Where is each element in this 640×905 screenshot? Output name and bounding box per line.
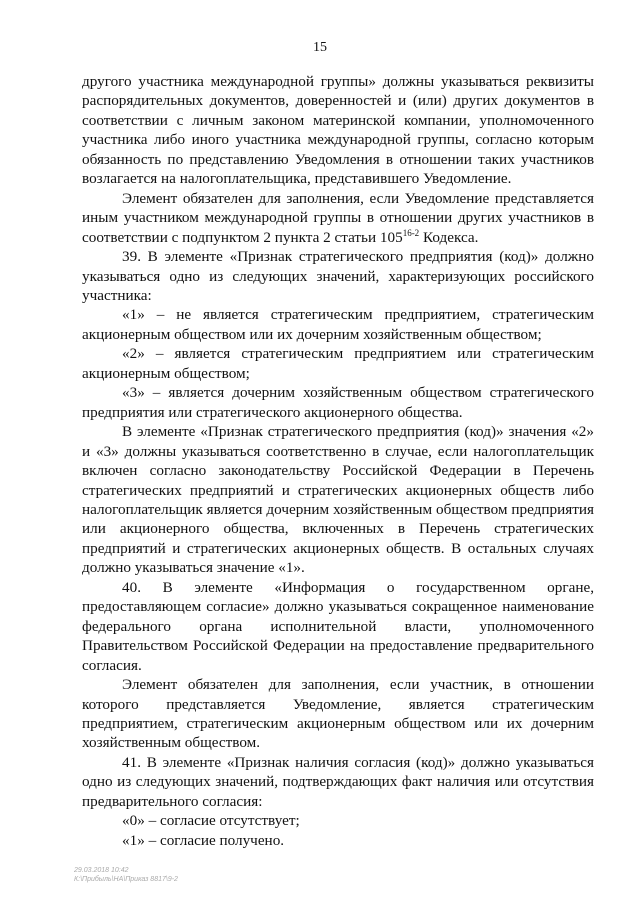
paragraph-item-39: 39. В элементе «Признак стратегического предприятия (код)» должно указываться одно из следующих значений, характеризующих российского участника: — [82, 248, 594, 304]
paragraph-element-required-other — [82, 189, 594, 247]
page-number: 15 — [313, 40, 327, 55]
document-body — [82, 72, 594, 850]
paragraph-code-3: «3» – является дочерним хозяйственным обществом стратегического предприятия или стратегического акционерного общества. — [82, 384, 594, 421]
paragraph-code-1: «1» – не является стратегическим предприятием, стратегическим акционерным обществом или их дочерним хозяйственным обществом; — [82, 306, 594, 343]
paragraph-item-41: 41. В элементе «Признак наличия согласия (код)» должно указываться одно из следующих значений, подтверждающих факт наличия или отсутствия предварительного согласия: — [82, 753, 594, 810]
paragraph-item-40: 40. В элементе «Информация о государственном органе, предоставляющем согласие» должно указываться сокращенное наименование федерального органа исполнительной власти, уполномоченного Правительством Российской Федерации на предоставление предварительного согласия. — [82, 578, 594, 674]
footer-timestamp: 29.03.2018 10:42 — [74, 867, 129, 874]
document-footer-stamp — [74, 866, 178, 884]
paragraph-element-required-strategic: Элемент обязателен для заполнения, если участник, в отношении которого представляется Уведомление, является стратегическим предприятием, стратегическим акционерным обществом или их дочерним хозяйственным обществом. — [82, 676, 594, 752]
footer-file-path: К:\Прибыль\НА\Приказ 8817\9-2 — [74, 876, 178, 883]
paragraph-text: Кодекса. — [419, 228, 479, 246]
paragraph-code-2: «2» – является стратегическим предприятием или стратегическим акционерным обществом; — [82, 345, 594, 382]
paragraph-consent-1: «1» – согласие получено. — [122, 831, 285, 849]
paragraph-strategic-values: В элементе «Признак стратегического предприятия (код)» значения «2» и «3» должны указываться соответственно в случае, если налогоплательщик включен согласно законодательству Российской Федерации в Перечень стратегических предприятий и стратегических акционерных обществ либо налогоплательщик является дочерним хозяйственным обществом предприятия или акционерного общества, включенных в Перечень стратегических предприятий и стратегических акционерных обществ. В остальных случаях должно указываться значение «1». — [82, 423, 594, 577]
superscript: 16-2 — [402, 227, 420, 238]
paragraph-consent-0: «0» – согласие отсутствует; — [122, 812, 300, 830]
paragraph-participant-documents: другого участника международной группы» должны указываться реквизиты распорядительных документов, доверенностей и (или) других документов в соответствии с личным законом материнской компании, уполномоченного участника либо иного участника международной группы, согласно которым обязанность по представлению Уведомления в отношении таких участников возлагается на налогоплательщика, представившего Уведомление. — [82, 73, 594, 188]
paragraph-text: Элемент обязателен для заполнения, если Уведомление представляется иным участником международной группы в отношении других участников в соответствии с подпунктом 2 пункта 2 статьи 105 — [82, 189, 594, 246]
